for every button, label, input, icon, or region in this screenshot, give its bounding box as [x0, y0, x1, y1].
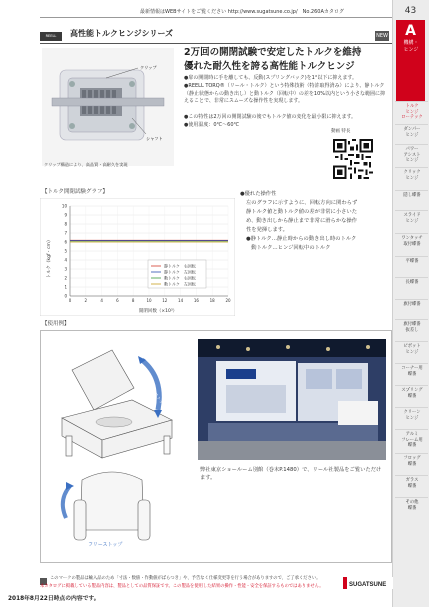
side-tab-17[interactable]: ガラス 蝶番	[405, 478, 419, 489]
side-tab-6[interactable]: ワンタッチ 取付蝶番	[401, 236, 423, 247]
x-tick-label: 16	[193, 298, 199, 303]
side-tab-9[interactable]: 旗付蝶番	[403, 302, 421, 307]
x-tick-label: 8	[131, 298, 135, 303]
new-badge: NEW	[376, 33, 388, 39]
x-tick-label: 4	[100, 298, 103, 303]
side-tab-divider	[395, 429, 428, 430]
side-tab-divider	[395, 144, 428, 145]
date-note: 2018年8月22日時点の内容です。	[8, 596, 100, 602]
x-tick-label: 6	[116, 298, 119, 303]
brand-logo	[343, 577, 393, 589]
side-tab-divider	[395, 319, 428, 320]
x-axis-label: 開閉回数（×10³）	[138, 309, 178, 314]
side-tab-divider	[395, 233, 428, 234]
brand-logo-text: SUGATSUNE	[349, 582, 387, 588]
side-tab-divider	[395, 256, 428, 257]
side-tab-divider	[395, 453, 428, 454]
y-tick-label: 6	[64, 239, 67, 245]
performance-line-4: 性を発揮します。	[246, 227, 288, 233]
qr-label: 動画 特長	[331, 129, 351, 134]
x-tick-label: 2	[84, 298, 88, 303]
y-tick-label: 2	[64, 275, 67, 281]
bullet-reell-torq: ●REELL TORQ®（リール・トルク）という特殊技術（特許取得済み）により、静トルク（静止状態からの動き出し）と動トルク（回転中）の差を10%以内という小さな範囲に抑えることで、非常にスムーズな操作性を実現します。	[184, 83, 386, 105]
bullet-spring-back: ●扉の開閉時に手を離しても、反動(スプリングバック)を1°以下に抑えます。	[184, 75, 357, 81]
shaft-label: シャフト	[146, 136, 163, 141]
y-tick-label: 8	[64, 221, 67, 227]
side-tab-0[interactable]: トルク ヒンジ ローテック	[401, 104, 423, 120]
side-tab-16[interactable]: フロッグ 蝶番	[403, 456, 421, 467]
side-tab-10[interactable]: 旗付蝶番 抜差し	[403, 322, 421, 333]
y-tick-label: 10	[61, 203, 67, 209]
side-tab-7[interactable]: 平蝶番	[405, 259, 419, 264]
side-tab-divider	[395, 299, 428, 300]
clip-label: クリップ	[140, 65, 157, 70]
torque-test-chart	[40, 198, 235, 316]
performance-line-6: 動トルク…ヒンジ回転中のトルク	[246, 245, 331, 251]
header-divider	[40, 43, 392, 44]
graph-section-title: 【トルク開閉試験グラフ】	[42, 189, 108, 195]
performance-line-5: ●静トルク…静止時からの動き出し時のトルク	[246, 236, 357, 242]
legend-label-3: 動トルク 左回転	[164, 281, 196, 287]
performance-line-1: 左のグラフに示すように、回転方向に関わらず	[246, 200, 358, 206]
free-stop-label-top: フリーストップ	[146, 381, 167, 409]
side-tab-divider	[395, 475, 428, 476]
usage-section-title: 【使用例】	[42, 321, 70, 327]
brand-badge: REELL	[40, 32, 62, 41]
bullet-temperature: ●使用温度：0℃～60℃	[184, 122, 240, 128]
x-tick-label: 10	[146, 298, 152, 303]
y-tick-label: 0	[64, 293, 67, 299]
usage-illustration	[52, 340, 182, 550]
x-tick-label: 20	[225, 298, 231, 303]
side-tab-3[interactable]: クリック ヒンジ	[403, 170, 421, 181]
x-tick-label: 0	[68, 298, 72, 303]
side-tab-15[interactable]: アルミ フレーム用 蝶番	[401, 432, 423, 448]
x-tick-label: 12	[162, 298, 168, 303]
side-tab-18[interactable]: その他 蝶番	[405, 500, 419, 511]
performance-line-3: め、動き出しから静止まで非常に滑らかな操作	[246, 218, 358, 224]
legend-label-1: 静トルク 左回転	[164, 269, 196, 275]
qr-code-icon[interactable]	[333, 139, 373, 179]
tab-active-mechanism[interactable]	[396, 20, 425, 102]
showroom-photo	[198, 339, 386, 460]
side-tab-divider	[395, 101, 428, 102]
header-note: 最新情報はWEBサイトをご覧ください http://www.sugatsune.co.jp/ No.260Aカタログ	[140, 9, 344, 15]
header-rule	[40, 17, 392, 18]
side-tab-divider	[395, 277, 428, 278]
tab-active-label: 機構・ヒンジ	[403, 40, 419, 53]
side-tab-divider	[395, 363, 428, 364]
side-tab-13[interactable]: スプリング 蝶番	[401, 388, 423, 399]
performance-line-2: 静トルク値と動トルク値の差が非常に小さいた	[246, 209, 358, 215]
side-tab-12[interactable]: コーナー用 蝶番	[401, 366, 423, 377]
y-tick-label: 4	[64, 257, 67, 263]
side-tab-divider	[395, 210, 428, 211]
side-tab-divider	[395, 190, 428, 191]
y-tick-label: 9	[64, 212, 67, 218]
photo-caption: クリップ構造により、高品質・高耐久を実現	[44, 162, 128, 167]
performance-title: ●優れた操作性	[240, 191, 277, 197]
free-stop-label-bottom: フリーストップ	[88, 542, 123, 548]
side-tab-divider	[395, 385, 428, 386]
side-tab-divider	[395, 341, 428, 342]
product-series-title: 高性能トルクヒンジシリーズ	[70, 29, 174, 38]
x-tick-label: 14	[178, 298, 184, 303]
headline-line-1: 2万回の開閉試験で安定したトルクを維持	[184, 47, 362, 58]
product-photo	[42, 48, 174, 166]
side-tab-14[interactable]: クリーン ヒンジ	[403, 410, 421, 421]
y-tick-label: 3	[64, 266, 67, 272]
y-axis-label: トルク（kgf・cm）	[47, 237, 52, 279]
side-tab-divider	[395, 407, 428, 408]
y-tick-label: 7	[64, 230, 67, 236]
tab-letter: A	[405, 23, 416, 39]
legend-label-0: 静トルク 右回転	[164, 263, 196, 269]
side-tab-2[interactable]: パワー アシスト ヒンジ	[403, 147, 421, 163]
x-tick-label: 18	[209, 298, 215, 303]
footer-note-2: 本カタログに掲載している製品内容は、製品としての品質保証です。この製品を使用した結果の操作・性能・安全を保証するものではありません。	[40, 584, 324, 589]
page-number: 43	[404, 6, 417, 16]
side-tab-divider	[395, 167, 428, 168]
y-tick-label: 5	[64, 248, 67, 254]
headline	[184, 46, 389, 74]
showroom-caption: 弊社東京ショールーム別館（巻末P.1480）で、リール社製品をご覧いただけます。	[200, 467, 382, 481]
legend-label-2: 動トルク 右回転	[164, 275, 196, 281]
side-tab-divider	[395, 497, 428, 498]
side-tab-divider	[395, 124, 428, 125]
side-tab-4[interactable]: 隠し蝶番	[403, 193, 421, 198]
headline-line-2: 優れた耐久性を誇る高性能トルクヒンジ	[184, 61, 355, 72]
side-tab-8[interactable]: 長蝶番	[405, 280, 419, 285]
side-tab-5[interactable]: スライド ヒンジ	[403, 213, 421, 224]
side-tab-1[interactable]: ダンパー ヒンジ	[403, 127, 421, 138]
side-tab-11[interactable]: ピボット ヒンジ	[403, 344, 421, 355]
bullet-durability: ●この特性は2万回の開閉試験の後でもトルク値の変化を最小限に抑えます。	[184, 114, 357, 120]
y-tick-label: 1	[64, 284, 67, 290]
footer-note-1: このマークの製品は輸入品のため「寸法・数値・作動値がばらつき」や、予告なく仕様変更等を行う場合がありますので、ご了承ください。	[50, 576, 321, 581]
